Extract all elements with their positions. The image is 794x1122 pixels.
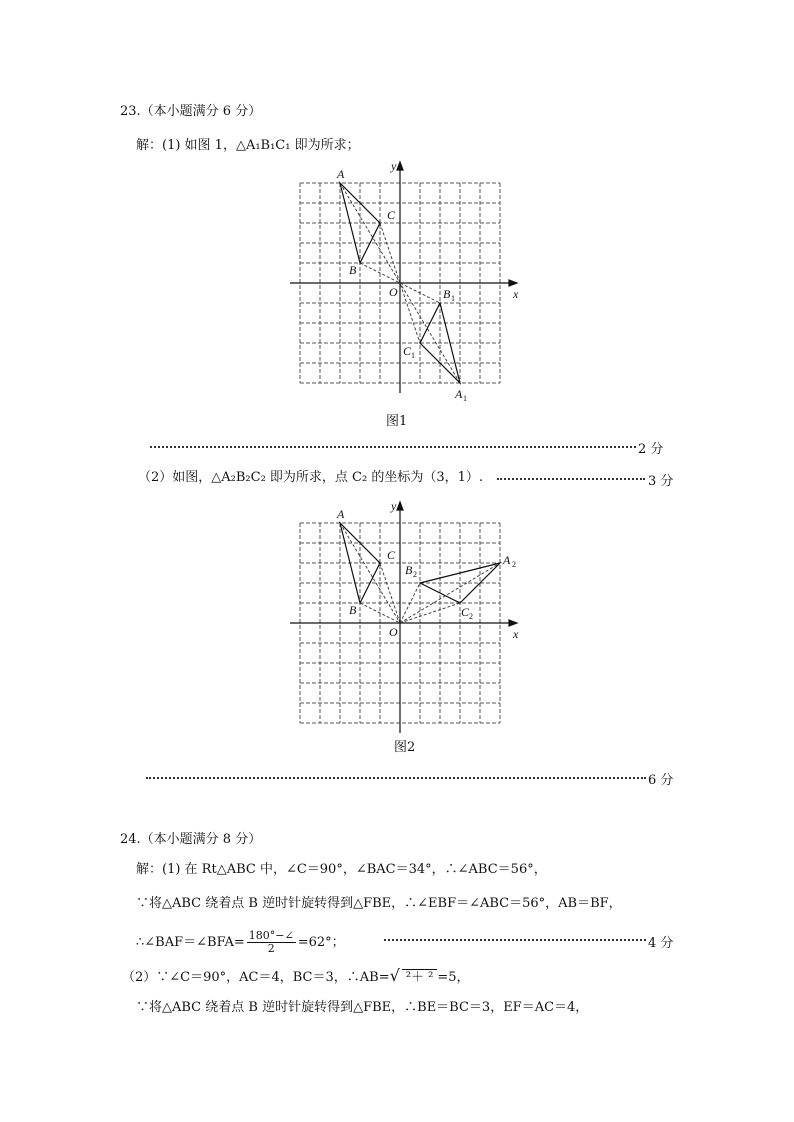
score-leader-3 <box>146 777 646 780</box>
label-A2: A <box>503 553 511 567</box>
label-C2: C <box>461 605 470 619</box>
fraction-denominator: 2 <box>267 942 275 955</box>
angle-fraction <box>247 930 296 955</box>
label-B2-sub: 2 <box>413 570 417 579</box>
score-leader-2 <box>497 478 645 481</box>
label-B1-sub: 1 <box>451 294 455 303</box>
label-B2: B <box>405 563 413 577</box>
q24-line3-post: =62°； <box>297 935 345 950</box>
sqrt-icon: √ <box>389 966 400 985</box>
figure-1-caption: 图1 <box>386 414 408 429</box>
label-x: x <box>513 287 519 301</box>
label-C2-sub: 2 <box>469 612 473 621</box>
label-C1-sub: 1 <box>411 351 415 360</box>
q24-line2: ∵将△ABC 绕着点 B 逆时针旋转得到△FBE，∴∠EBF＝∠ABC＝56°，AB＝BF， <box>136 896 622 911</box>
score-3: 6 分 <box>648 773 674 788</box>
score-2: 3 分 <box>648 474 674 489</box>
q24-title: 24.（本小题满分 8 分） <box>120 832 262 847</box>
q24-line4 <box>122 968 470 986</box>
score-leader-4 <box>384 939 646 942</box>
figure-2-axes <box>290 502 517 733</box>
figure-2-caption: 图2 <box>394 740 416 755</box>
score-1: 2 分 <box>638 442 664 457</box>
q23-part2: （2）如图，△A₂B₂C₂ 即为所求，点 C₂ 的坐标为（3，1）. <box>138 470 484 485</box>
label-O: O <box>389 285 398 299</box>
label-A: A <box>337 507 345 521</box>
q24-line1: 解：(1) 在 Rt△ABC 中，∠C＝90°，∠BAC＝34°，∴∠ABC＝56°， <box>136 862 547 877</box>
q24-line4-post: =5， <box>437 970 470 985</box>
score-leader-1 <box>150 446 636 449</box>
label-A: A <box>337 167 345 181</box>
score-4: 4 分 <box>648 936 674 951</box>
label-C: C <box>387 208 396 222</box>
label-A2-sub: 2 <box>512 560 516 569</box>
label-B1: B <box>443 287 451 301</box>
label-B: B <box>349 603 357 617</box>
figure-1 <box>285 156 535 406</box>
q24-line3 <box>136 930 345 955</box>
label-x: x <box>513 627 519 641</box>
figure-1-axes <box>290 162 517 393</box>
fraction-numerator: 180°−∠ <box>248 929 294 942</box>
label-y: y <box>391 159 397 173</box>
label-O: O <box>389 625 398 639</box>
q24-line5: ∵将△ABC 绕着点 B 逆时针旋转得到△FBE，∴BE＝BC＝3，EF＝AC＝4， <box>136 1000 589 1015</box>
q23-title: 23.（本小题满分 6 分） <box>120 104 262 119</box>
label-y: y <box>391 499 397 513</box>
q23-part1: 解：(1) 如图 1，△A₁B₁C₁ 即为所求； <box>136 138 360 153</box>
label-C: C <box>387 548 396 562</box>
label-A1-sub: 1 <box>463 394 467 403</box>
q24-line3-pre: ∴∠BAF＝∠BFA= <box>136 935 245 950</box>
sqrt-radicand: ²＋ ² <box>402 969 438 986</box>
label-B: B <box>349 263 357 277</box>
figure-2 <box>285 496 535 746</box>
label-C1: C <box>403 344 412 358</box>
label-A1: A <box>455 387 463 401</box>
q24-line4-pre: （2）∵∠C＝90°，AC＝4，BC＝3，∴AB= <box>122 970 390 985</box>
